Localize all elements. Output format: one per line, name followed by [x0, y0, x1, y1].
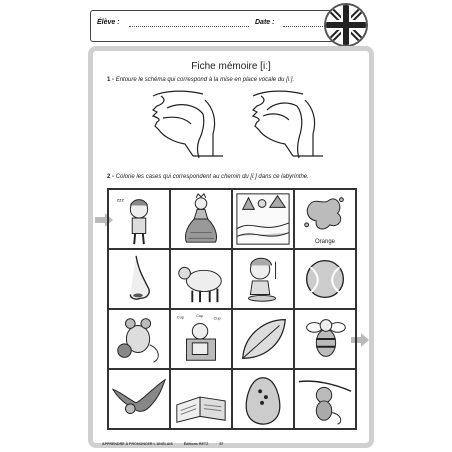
question-1-number: 1 -: [107, 77, 115, 83]
question-2-number: 2 -: [107, 174, 115, 180]
date-line: [283, 26, 327, 27]
footer-publisher: Éditions RETZ: [183, 442, 209, 446]
maze-cell-monkey[interactable]: [294, 369, 356, 429]
maze-cell-orange[interactable]: [294, 189, 356, 249]
sleeping-boy-icon: [109, 190, 169, 248]
student-name-line: [129, 26, 249, 27]
question-2-text: Colorie les cases qui correspondent au chemin du [iː] dans ce labyrinthe.: [115, 174, 309, 180]
leaf-icon: [233, 310, 293, 368]
footer-page-number: 57: [219, 442, 224, 446]
girl-eating-icon: [233, 250, 293, 308]
queen-icon: [171, 190, 231, 248]
maze-cell-leaf[interactable]: [232, 309, 294, 369]
cup-text-2: Cup: [196, 313, 204, 318]
maze-cell-sleeping-boy[interactable]: [108, 189, 170, 249]
cup-text-3: Cup: [213, 316, 221, 321]
maze-cell-bat[interactable]: [108, 369, 170, 429]
student-header: [90, 10, 354, 42]
girl-in-chair-icon: [171, 310, 231, 368]
open-book-icon: [171, 370, 231, 428]
maze-cell-river[interactable]: [232, 189, 294, 249]
maze-cell-bee[interactable]: [294, 309, 356, 369]
maze-cell-book[interactable]: [170, 369, 232, 429]
river-landscape-icon: [233, 190, 293, 248]
maze-grid: [107, 188, 357, 430]
sheet-title: Fiche mémoire [iː]: [191, 61, 271, 72]
tennis-ball-icon: [295, 250, 355, 308]
maze-cell-mouse[interactable]: [108, 309, 170, 369]
sheep-icon: [171, 250, 231, 308]
zzz-text: zzz: [116, 198, 125, 204]
vocal-tract-diagrams: [133, 86, 333, 166]
page-footer: [102, 442, 352, 446]
egg-icon: [233, 370, 293, 428]
maze-cell-queen[interactable]: [170, 189, 232, 249]
memory-sheet-frame: [88, 46, 374, 448]
footer-book-title: APPRENDRE À PRONONCER L'ANGLAIS: [102, 442, 173, 446]
orange-caption: Orange: [314, 239, 335, 245]
vocal-tract-diagram-right[interactable]: [253, 91, 323, 158]
bee-icon: [295, 310, 355, 368]
maze-cell-egg[interactable]: [232, 369, 294, 429]
maze-cell-sheep[interactable]: [170, 249, 232, 309]
cup-text-1: Cup: [176, 315, 184, 320]
vocal-tract-diagram-left[interactable]: [153, 91, 223, 158]
student-label: Élève :: [97, 19, 120, 26]
bat-icon: [109, 370, 169, 428]
date-label: Date :: [255, 19, 275, 26]
question-1-text: Entoure le schéma qui correspond à la mise en place vocale du [iː].: [115, 77, 295, 83]
maze-cell-nose[interactable]: [108, 249, 170, 309]
nose-icon: [109, 250, 169, 308]
maze-cell-girl-eating[interactable]: [232, 249, 294, 309]
question-2: [107, 174, 309, 180]
maze-cell-girl-in-chair[interactable]: [170, 309, 232, 369]
question-1: [107, 77, 294, 83]
uk-flag-icon: [324, 3, 368, 47]
maze-cell-tennis-ball[interactable]: [294, 249, 356, 309]
monkey-icon: [295, 370, 355, 428]
worksheet-page: [62, 0, 390, 452]
mouse-with-cheese-icon: [109, 310, 169, 368]
